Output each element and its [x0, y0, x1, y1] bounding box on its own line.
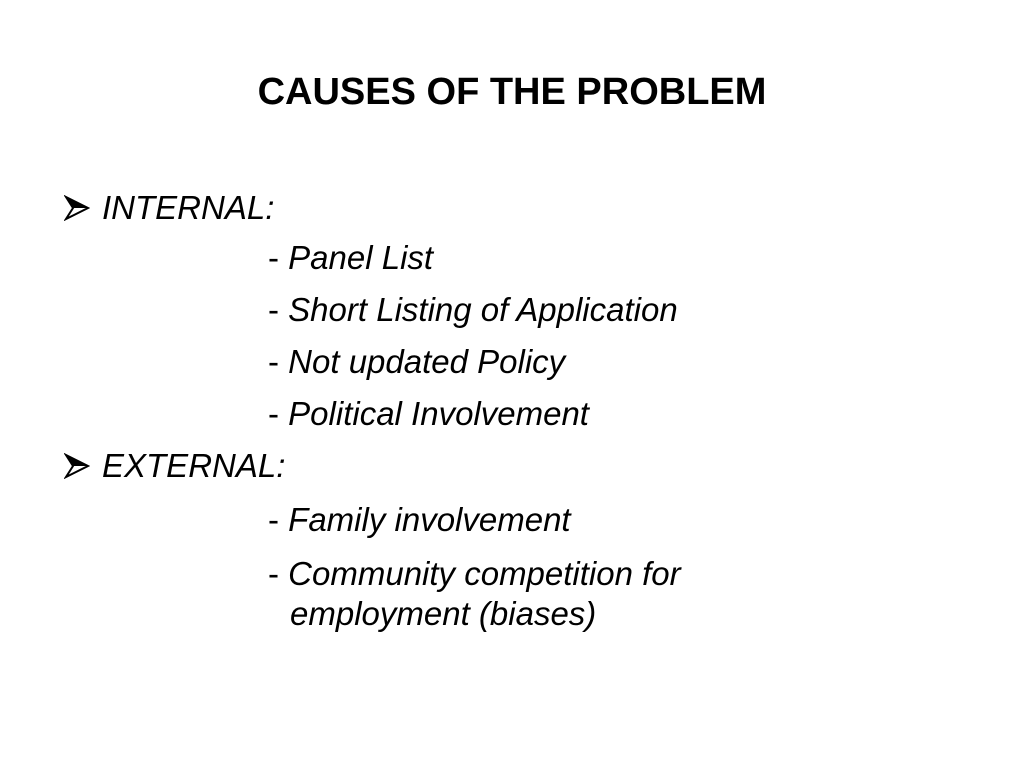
- dash-marker: -: [268, 343, 279, 380]
- item-text: Community competition for: [288, 555, 681, 592]
- section-heading: INTERNAL:: [102, 189, 275, 226]
- arrowhead-bullet-icon: [64, 188, 94, 228]
- dash-marker: -: [268, 501, 279, 538]
- item-text-continuation: employment (biases): [290, 595, 597, 632]
- dash-marker: -: [268, 395, 279, 432]
- item-text: Not updated Policy: [288, 343, 566, 380]
- list-item: [268, 342, 565, 382]
- list-item: [268, 290, 678, 330]
- section-heading: EXTERNAL:: [102, 447, 286, 484]
- dash-marker: -: [268, 555, 279, 592]
- item-text: Panel List: [288, 239, 434, 276]
- item-text: Political Involvement: [288, 395, 589, 432]
- list-item: [268, 394, 589, 434]
- arrowhead-bullet-icon: [64, 446, 94, 486]
- list-item: [268, 238, 433, 278]
- list-item: [268, 500, 571, 540]
- dash-marker: -: [268, 291, 279, 328]
- list-item: [268, 554, 681, 634]
- slide-title: CAUSES OF THE PROBLEM: [257, 71, 767, 113]
- item-text: Family involvement: [288, 501, 571, 538]
- dash-marker: -: [268, 239, 279, 276]
- section-internal: [64, 188, 274, 228]
- section-external: [64, 446, 285, 486]
- item-text: Short Listing of Application: [288, 291, 678, 328]
